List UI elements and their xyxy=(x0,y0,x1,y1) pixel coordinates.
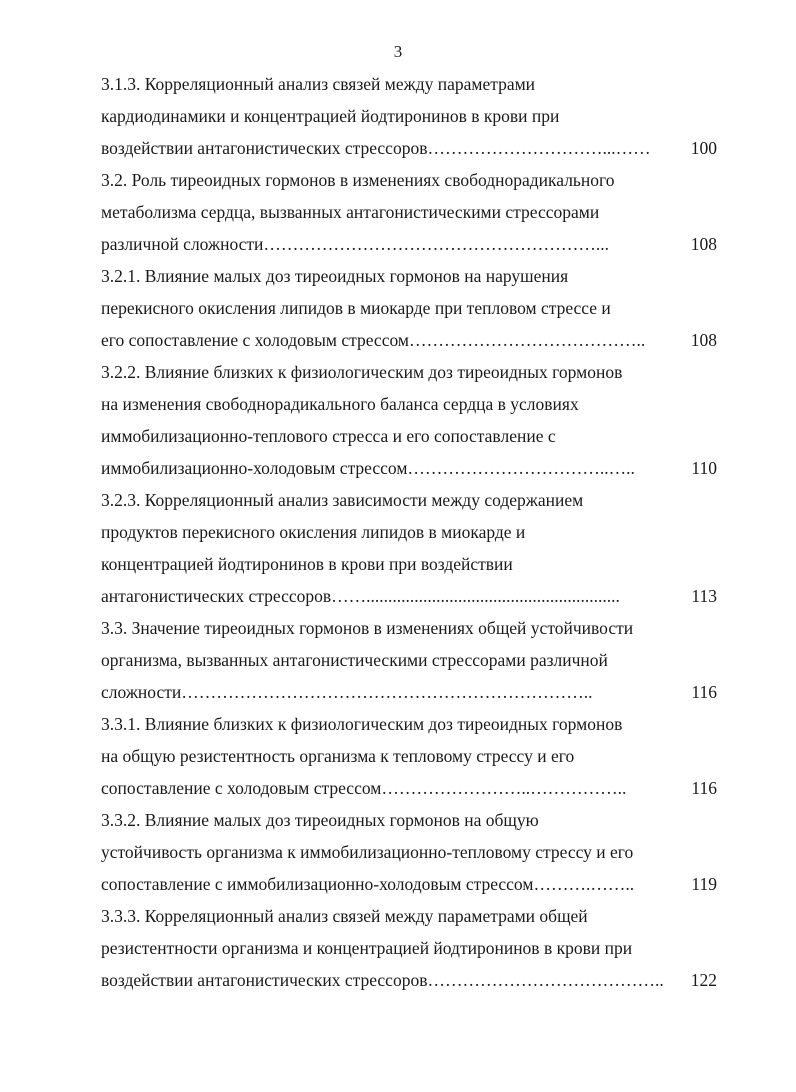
toc-entry xyxy=(101,612,717,708)
toc-entry-line: иммобилизационно-холодовым стрессом xyxy=(101,458,408,478)
toc-entry-last-line xyxy=(101,580,717,612)
toc-leader-dots: …………………………...…… xyxy=(427,138,651,158)
toc-entry-last-line xyxy=(101,772,717,804)
toc-page-number: 100 xyxy=(690,138,717,158)
toc-entry-line: резистентности организма и концентрацией йодтиронинов в крови при xyxy=(101,938,633,958)
toc-entry-line: концентрацией йодтиронинов в крови при воздействии xyxy=(101,554,513,574)
toc-entry-last-line xyxy=(101,228,717,260)
toc-entry-line: различной сложности xyxy=(101,234,264,254)
toc-entry-line: 3.3.3. Корреляционный анализ связей между параметрами общей xyxy=(101,906,588,926)
toc-entry-line: 3.3.2. Влияние малых доз тиреоидных гормонов на общую xyxy=(101,810,539,830)
toc-entry-last-line xyxy=(101,132,717,164)
toc-entry-line: 3.3. Значение тиреоидных гормонов в изменениях общей устойчивости xyxy=(101,618,634,638)
toc-entry xyxy=(101,260,717,356)
toc-entry-line: сопоставление с иммобилизационно-холодовым стрессом xyxy=(101,874,534,894)
toc-entry-line: продуктов перекисного окисления липидов в миокарде и xyxy=(101,522,526,542)
toc-page-number: 116 xyxy=(691,778,717,798)
toc-entry-line: организма, вызванных антагонистическими стрессорами различной xyxy=(101,650,608,670)
toc-entry-line: иммобилизационно-теплового стресса и его сопоставление с xyxy=(101,426,556,446)
toc-entry xyxy=(101,356,717,484)
toc-page-number: 116 xyxy=(691,682,717,702)
toc-entry-line: воздействии антагонистических стрессоров xyxy=(101,970,428,990)
toc-entry-last-line xyxy=(101,324,717,356)
toc-page-number: 113 xyxy=(691,586,717,606)
toc-entry-line: его сопоставление с холодовым стрессом xyxy=(101,330,409,350)
toc-leader-dots: ……………………..…………….. xyxy=(381,778,627,798)
toc-entry xyxy=(101,804,717,900)
toc-entry-line: 3.2. Роль тиреоидных гормонов в изменениях свободнорадикального xyxy=(101,170,615,190)
toc-leader-dots: ……….…….. xyxy=(533,874,635,894)
toc-entry-line: 3.1.3. Корреляционный анализ связей между параметрами xyxy=(101,74,536,94)
toc-entry-line: на общую резистентность организма к тепловому стрессу и его xyxy=(101,746,575,766)
toc-leader-dots: …………………………………………………………….. xyxy=(181,682,593,702)
table-of-contents xyxy=(101,68,717,996)
toc-entry xyxy=(101,164,717,260)
toc-entry-line: антагонистических стрессоров xyxy=(101,586,332,606)
toc-entry-line: воздействии антагонистических стрессоров xyxy=(101,138,428,158)
toc-entry-line: 3.2.3. Корреляционный анализ зависимости между содержанием xyxy=(101,490,584,510)
toc-page-number: 108 xyxy=(690,234,717,254)
toc-entry-line: 3.2.1. Влияние малых доз тиреоидных гормонов на нарушения xyxy=(101,266,569,286)
toc-entry-line: сложности xyxy=(101,682,182,702)
toc-leader-dots: ……………………………..….. xyxy=(407,458,635,478)
toc-entry xyxy=(101,68,717,164)
toc-page-number: 110 xyxy=(691,458,717,478)
toc-entry xyxy=(101,708,717,804)
toc-entry-last-line xyxy=(101,964,717,996)
toc-entry-line: 3.2.2. Влияние близких к физиологическим доз тиреоидных гормонов xyxy=(101,362,623,382)
toc-entry-line: 3.3.1. Влияние близких к физиологическим доз тиреоидных гормонов xyxy=(101,714,623,734)
toc-entry xyxy=(101,900,717,996)
toc-entry-line: перекисного окисления липидов в миокарде при тепловом стрессе и xyxy=(101,298,611,318)
toc-page-number: 108 xyxy=(690,330,717,350)
toc-leader-dots: ………………………………….. xyxy=(408,330,646,350)
toc-leader-dots: ………………………………….. xyxy=(427,970,664,990)
toc-leader-dots: …………………………………………………... xyxy=(263,234,610,254)
toc-entry-last-line xyxy=(101,868,717,900)
toc-entry xyxy=(101,484,717,612)
toc-entry-line: сопоставление с холодовым стрессом xyxy=(101,778,382,798)
toc-entry-line: метаболизма сердца, вызванных антагонистическими стрессорами xyxy=(101,202,600,222)
toc-leader-dots: …….......................................................... xyxy=(331,586,620,606)
toc-entry-line: на изменения свободнорадикального баланса сердца в условиях xyxy=(101,394,579,414)
toc-entry-line: устойчивость организма к иммобилизационно-тепловому стрессу и его xyxy=(101,842,634,862)
toc-entry-last-line xyxy=(101,676,717,708)
toc-page-number: 122 xyxy=(690,970,717,990)
toc-entry-last-line xyxy=(101,452,717,484)
page-number: 3 xyxy=(393,42,403,61)
toc-entry-line: кардиодинамики и концентрацией йодтиронинов в крови при xyxy=(101,106,560,126)
toc-page-number: 119 xyxy=(691,874,717,894)
